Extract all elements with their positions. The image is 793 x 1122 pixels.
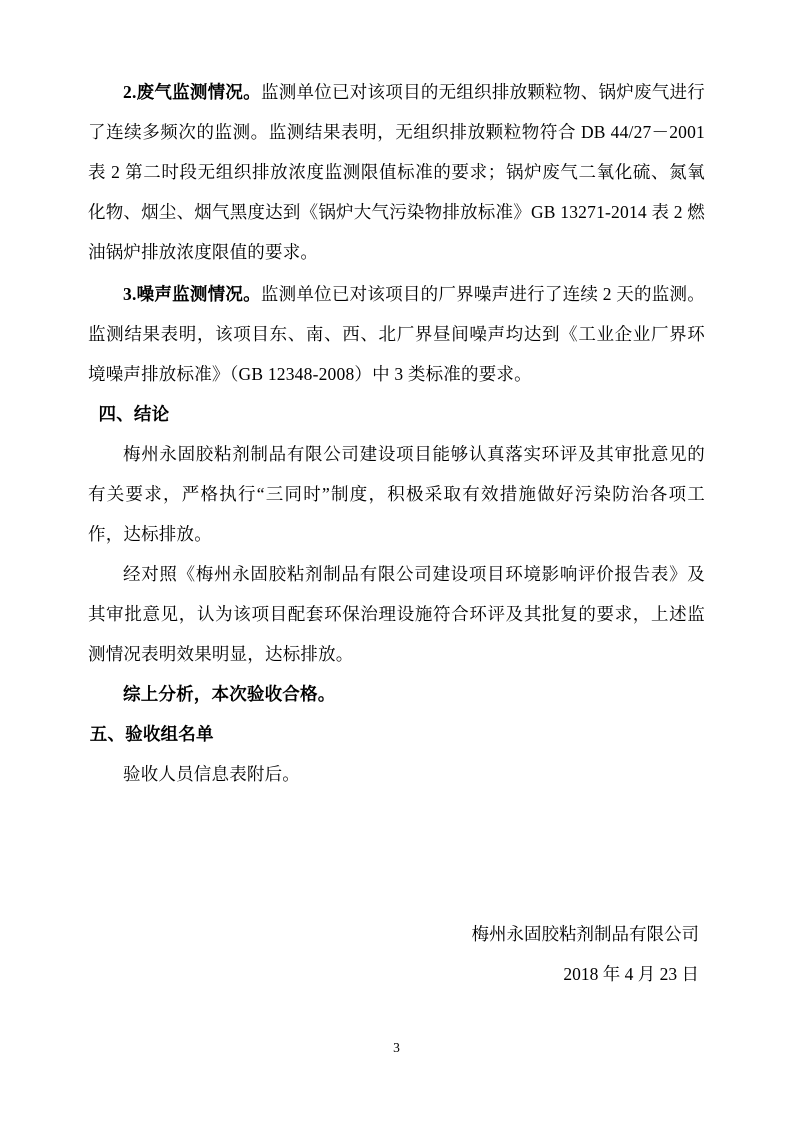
paragraph-conclusion-bold: 综上分析，本次验收合格。 <box>123 684 336 704</box>
paragraph-members: 验收人员信息表附后。 <box>123 764 300 784</box>
paragraph-conclusion-1: 梅州永固胶粘剂制品有限公司建设项目能够认真落实环评及其审批意见的有关要求，严格执行“三同时”制度，积极采取有效措施做好污染防治各项工作，达标排放。 <box>88 444 705 544</box>
paragraph-conclusion-2: 经对照《梅州永固胶粘剂制品有限公司建设项目环境影响评价报告表》及其审批意见，认为该项目配套环保治理设施符合环评及其批复的要求，上述监测情况表明效果明显，达标排放。 <box>88 564 705 664</box>
signature-date: 2018 年 4 月 23 日 <box>563 964 699 984</box>
signature-company: 梅州永固胶粘剂制品有限公司 <box>471 924 699 944</box>
paragraph-waste-gas <box>88 72 705 272</box>
heading-members: 五、验收组名单 <box>89 724 214 744</box>
paragraph-noise-body: 监测单位已对该项目的厂界噪声进行了连续 2 天的监测。监测结果表明，该项目东、南、西、北厂界昼间噪声均达到《工业企业厂界环境噪声排放标准》（GB 12348-2008）中 3 类标准的要求。 <box>88 284 705 384</box>
paragraph-noise <box>88 274 705 394</box>
paragraph-waste-gas-body: 监测单位已对该项目的无组织排放颗粒物、锅炉废气进行了连续多频次的监测。监测结果表明，无组织排放颗粒物符合 DB 44/27－2001 表 2 第二时段无组织排放浓度监测限值标准的要求；锅炉废气二氧化硫、氮氧化物、烟尘、烟气黑度达到《锅炉大气污染物排放标准》GB 13271-2014 表 2 燃油锅炉排放浓度限值的要求。 <box>88 82 705 262</box>
paragraph-noise-lead: 3.噪声监测情况。 <box>123 284 261 304</box>
signature-block <box>88 914 705 994</box>
heading-conclusion: 四、结论 <box>98 404 170 424</box>
document-body <box>88 72 705 994</box>
paragraph-waste-gas-lead: 2.废气监测情况。 <box>123 82 261 102</box>
page-number: 3 <box>393 1040 400 1055</box>
